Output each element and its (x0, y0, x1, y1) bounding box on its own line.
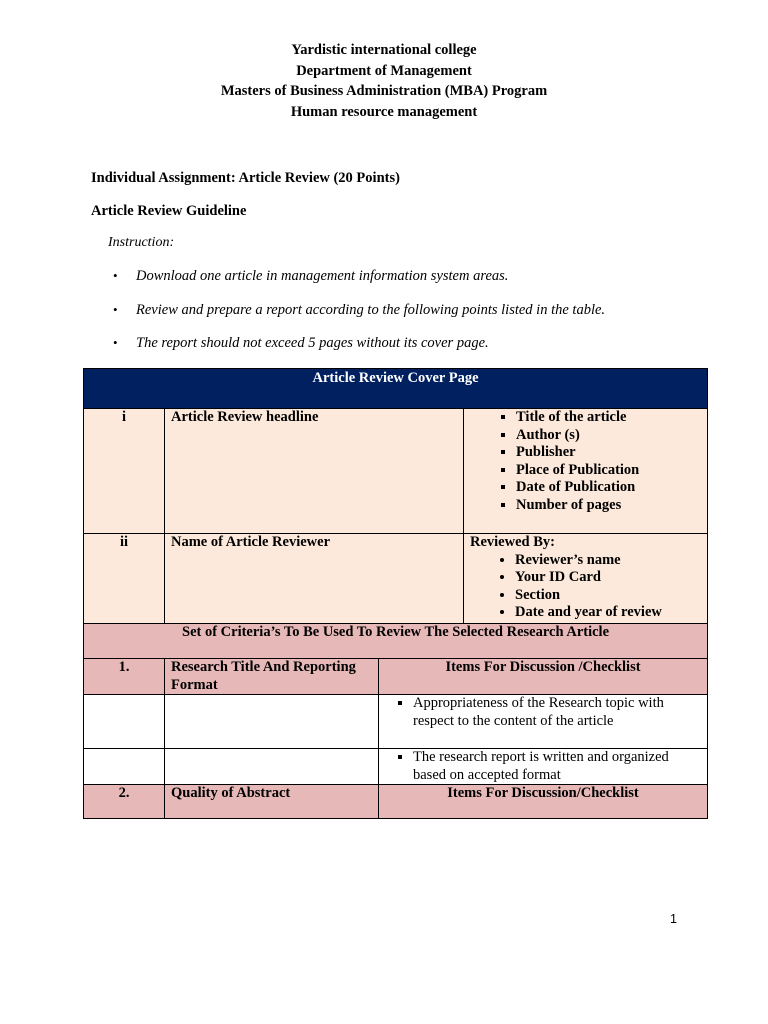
assignment-title: Individual Assignment: Article Review (20 Points) (91, 170, 400, 186)
headline-label: Article Review headline (165, 409, 464, 534)
instruction-label: Instruction: (108, 235, 175, 250)
list-item: ▪ Number of pages (516, 497, 701, 515)
list-item: ▪ Title of the article (516, 409, 701, 427)
page-number: 1 (670, 912, 677, 926)
article-review-table (83, 368, 708, 819)
list-item: ▪ Publisher (516, 444, 701, 462)
row-number: i (84, 409, 165, 534)
section-label: Quality of Abstract (165, 785, 379, 819)
section-number: 2. (84, 785, 165, 819)
section-number: 1. (84, 659, 165, 695)
reviewed-by-label: Reviewed By: (470, 534, 555, 550)
empty-cell (165, 749, 379, 785)
bullet-icon: • (113, 268, 118, 283)
checklist-header: Items For Discussion /Checklist (379, 659, 708, 695)
document-header (0, 40, 768, 122)
cover-page-title: Article Review Cover Page (84, 369, 708, 409)
empty-cell (165, 695, 379, 749)
list-item: ▪ Date of Publication (516, 479, 701, 497)
row-number: ii (84, 534, 165, 624)
list-item: ▪ Author (s) (516, 427, 701, 445)
bullet-icon: • (113, 335, 118, 350)
checklist-item: ▪ Appropriateness of the Research topic with respect to the content of the article (379, 695, 708, 749)
checklist-item: ▪ The research report is written and organized based on accepted format (379, 749, 708, 785)
instruction-item: • The report should not exceed 5 pages without its cover page. (113, 335, 489, 351)
instruction-item: • Download one article in management information system areas. (113, 268, 509, 284)
list-item: • Your ID Card (515, 569, 701, 587)
list-item: ▪ Place of Publication (516, 462, 701, 480)
course-name: Human resource management (290, 103, 478, 120)
empty-cell (84, 695, 165, 749)
reviewer-label: Name of Article Reviewer (165, 534, 464, 624)
list-item: • Reviewer’s name (515, 552, 701, 570)
section-label: Research Title And Reporting Format (165, 659, 379, 695)
guideline-title: Article Review Guideline (91, 203, 247, 219)
bullet-icon: • (113, 301, 118, 317)
college-name: Yardistic international college (291, 42, 477, 58)
instruction-item: • Review and prepare a report according to the following points listed in the table. (113, 301, 606, 318)
instruction-list (112, 266, 605, 367)
headline-items (464, 409, 708, 534)
criteria-title: Set of Criteria’s To Be Used To Review The Selected Research Article (84, 624, 708, 659)
checklist-header: Items For Discussion/Checklist (379, 785, 708, 819)
reviewer-items (464, 534, 708, 624)
department-name: Department of Management (296, 62, 472, 79)
list-item: • Section (515, 587, 701, 605)
program-name: Masters of Business Administration (MBA) Program (220, 83, 548, 99)
empty-cell (84, 749, 165, 785)
list-item: • Date and year of review (515, 604, 701, 622)
